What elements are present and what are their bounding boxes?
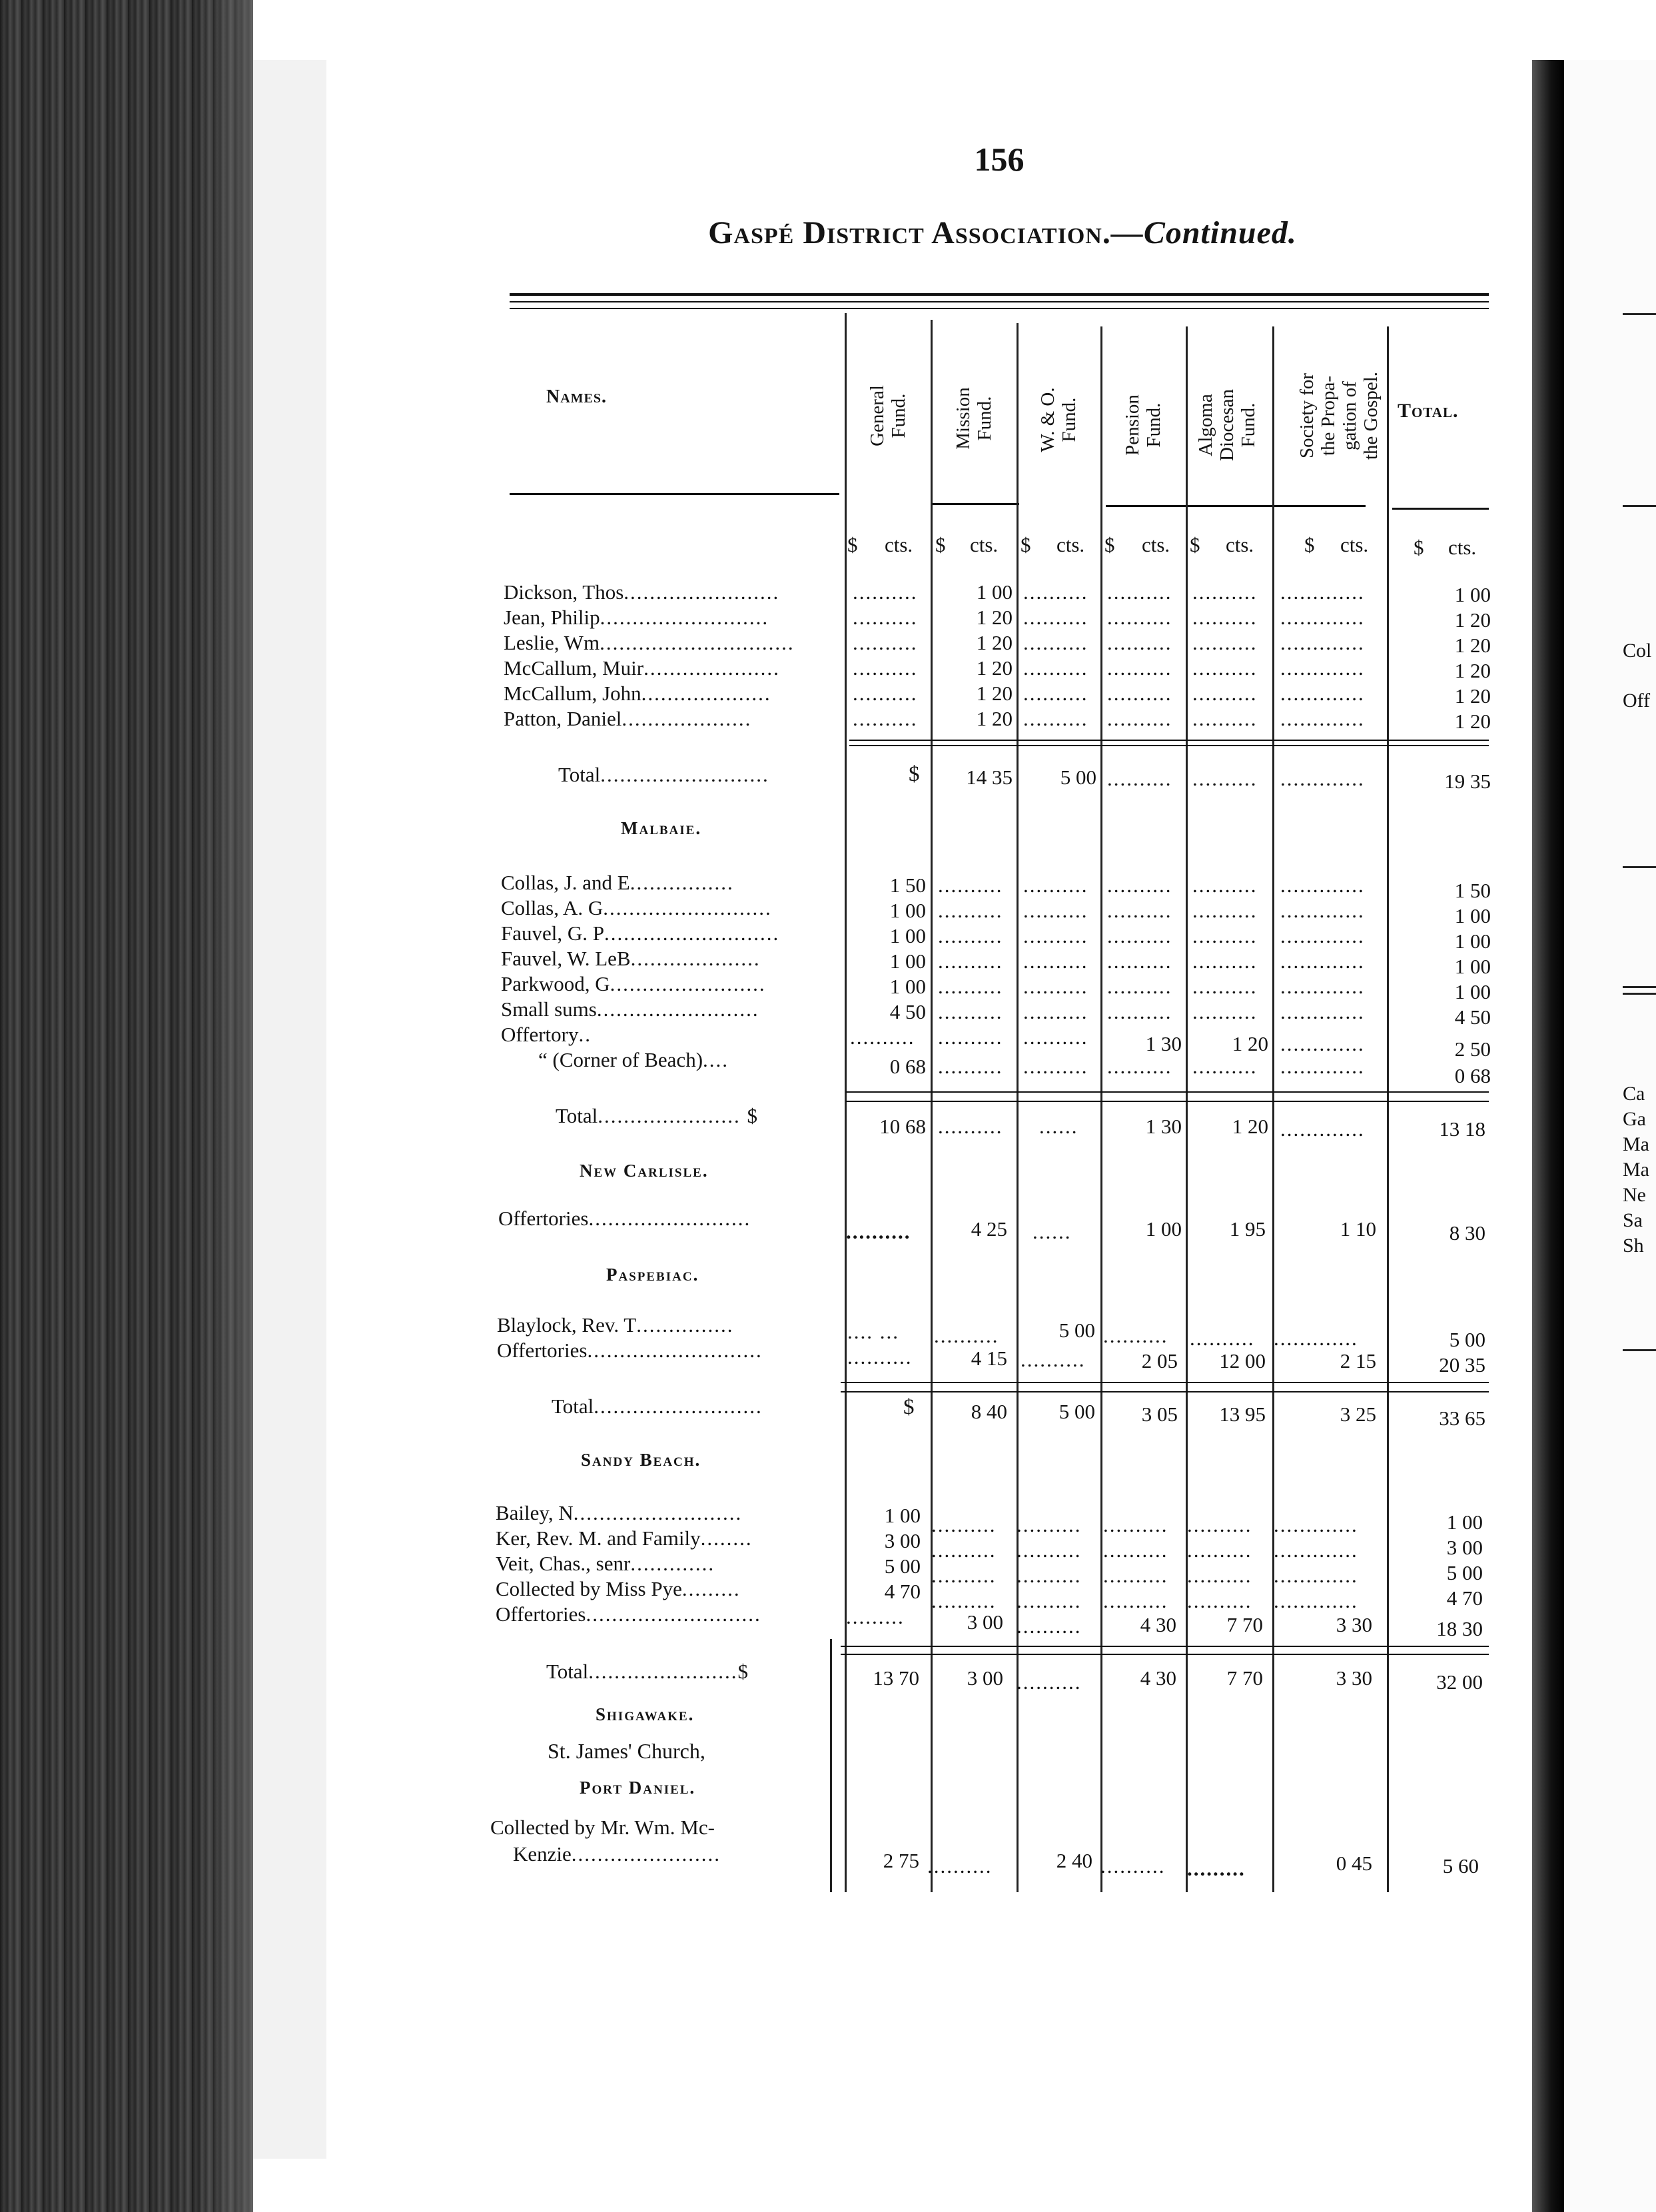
header-rule — [510, 493, 839, 495]
cell-total: 1 20 — [1454, 608, 1491, 632]
cell-total: 1 00 — [1454, 955, 1491, 978]
cell-general: 1 00 — [889, 949, 926, 973]
column-rule — [830, 1639, 832, 1892]
column-rule — [845, 313, 847, 1892]
cell-wo-total: 5 00 — [1060, 766, 1096, 789]
unit-cents: cts. — [885, 533, 913, 556]
cell-total: 5 00 — [1446, 1561, 1483, 1584]
column-rule — [1017, 323, 1019, 1892]
cell-total: 1 20 — [1454, 659, 1491, 682]
cell-mission-total: 14 35 — [966, 766, 1013, 789]
cell-mission: 1 20 — [976, 682, 1013, 705]
column-header-wo-fund: W. & O. Fund. — [1037, 387, 1080, 452]
cell-total: 5 00 — [1449, 1328, 1485, 1351]
row-name: McCallum, Muir..................... — [504, 656, 780, 680]
cell-general: 1 00 — [884, 1504, 921, 1527]
cell-mission: 1 20 — [976, 656, 1013, 680]
adjacent-text: Sh — [1623, 1235, 1644, 1257]
cell-wo: 5 00 — [1058, 1319, 1095, 1342]
header-rule — [933, 503, 1019, 505]
page-fold-shadow — [1532, 60, 1564, 2212]
total-row-label: Total.......................$ — [546, 1660, 749, 1683]
cell-algoma: 1 95 — [1229, 1217, 1266, 1241]
table-top-rule — [510, 308, 1489, 309]
header-rule — [1392, 508, 1489, 510]
page-gutter — [253, 60, 326, 2159]
row-name: “ (Corner of Beach).... — [538, 1048, 729, 1071]
cell-spg: 0 45 — [1336, 1852, 1372, 1875]
total-row-label: Total...................... $ — [556, 1104, 758, 1127]
row-name: Patton, Daniel.................... — [504, 707, 752, 730]
sum-rule — [841, 1654, 1489, 1655]
cell-algoma-total: 7 70 — [1226, 1666, 1263, 1690]
column-rule — [931, 320, 933, 1892]
unit-cents: cts. — [1056, 533, 1085, 556]
row-name: Jean, Philip.......................... — [504, 606, 769, 629]
cell-general: 4 70 — [884, 1580, 921, 1603]
row-name: McCallum, John.................... — [504, 682, 771, 705]
unit-cents: cts. — [1448, 536, 1477, 559]
row-name: Offertory.. — [501, 1023, 592, 1046]
adjacent-page-fragment — [1564, 60, 1656, 2212]
column-rule — [1100, 326, 1102, 1892]
cell-spg-total: 3 25 — [1340, 1402, 1376, 1426]
cell-algoma: 7 70 — [1226, 1613, 1263, 1636]
sum-rule — [849, 745, 1489, 746]
adjacent-text: Ne — [1623, 1184, 1646, 1206]
row-name: Collected by Miss Pye......... — [496, 1577, 741, 1600]
cell-algoma-total: 13 95 — [1219, 1402, 1266, 1426]
cell-mission: 1 20 — [976, 606, 1013, 629]
cell-mission: 4 25 — [971, 1217, 1007, 1241]
cell-spg: 2 15 — [1340, 1349, 1376, 1373]
row-name: Offertories........................... — [496, 1602, 761, 1626]
cell-grand-total: 32 00 — [1436, 1670, 1483, 1694]
row-name: Parkwood, G........................ — [501, 972, 766, 995]
adjacent-text: Ma — [1623, 1133, 1649, 1155]
page-title — [626, 215, 1379, 251]
cell-total: 1 00 — [1454, 583, 1491, 606]
cell-pension: 4 30 — [1140, 1613, 1176, 1636]
adjacent-text: Ma — [1623, 1159, 1649, 1181]
total-row-label: Total.......................... — [558, 763, 769, 786]
column-rule — [1272, 326, 1274, 1892]
cell-total: 8 30 — [1449, 1221, 1485, 1245]
cell-general: 1 00 — [889, 899, 926, 922]
column-header-names: Names. — [546, 386, 608, 407]
column-header-mission-fund: Mission Fund. — [953, 387, 995, 450]
cell-pension-total: 4 30 — [1140, 1666, 1176, 1690]
cell-total: 5 60 — [1442, 1854, 1479, 1878]
cell-algoma: 1 20 — [1232, 1032, 1268, 1055]
cell-general: 1 00 — [889, 924, 926, 947]
cell-algoma-total: 1 20 — [1232, 1115, 1268, 1138]
cell-general: 0 68 — [889, 1055, 926, 1078]
row-name: Leslie, Wm.............................. — [504, 631, 795, 654]
cell-general-total: 13 70 — [873, 1666, 919, 1690]
adjacent-text: Col — [1623, 640, 1652, 662]
sum-rule — [846, 1091, 1489, 1093]
table-top-rule — [510, 301, 1489, 302]
cell-mission-total: 8 40 — [971, 1400, 1007, 1423]
cell-grand-total: 33 65 — [1439, 1406, 1485, 1430]
cell-spg-total: 3 30 — [1336, 1666, 1372, 1690]
sum-rule — [846, 1101, 1489, 1102]
cell-total: 1 00 — [1454, 980, 1491, 1003]
cell-pension-total: 1 30 — [1145, 1115, 1182, 1138]
cell-general: 1 00 — [889, 975, 926, 998]
row-name: Offertories......................... — [498, 1207, 751, 1230]
title-main: Gaspé District Association. — [708, 215, 1111, 251]
unit-cents: cts. — [1340, 533, 1369, 556]
column-header-algoma-fund: Algoma Diocesan Fund. — [1195, 389, 1259, 461]
column-rule — [1186, 326, 1188, 1892]
cell-mission: 1 00 — [976, 580, 1013, 604]
cell-general: 3 00 — [884, 1529, 921, 1552]
section-heading-sandy-beach: Sandy Beach. — [581, 1450, 701, 1470]
column-header-pension-fund: Pension Fund. — [1122, 394, 1164, 456]
cell-general: 1 50 — [889, 873, 926, 897]
row-name: Bailey, N.......................... — [496, 1501, 743, 1524]
cell-pension: 2 05 — [1141, 1349, 1178, 1373]
row-name: Small sums......................... — [501, 997, 759, 1021]
cell-algoma: 12 00 — [1219, 1349, 1266, 1373]
cell-total: 1 50 — [1454, 879, 1491, 902]
cell-grand-total: 13 18 — [1439, 1117, 1485, 1141]
row-name: Collas, J. and E................ — [501, 871, 734, 894]
unit-dollar: $ — [1304, 533, 1315, 556]
cell-total: 1 00 — [1446, 1510, 1483, 1534]
header-rule — [1106, 505, 1366, 507]
section-heading-new-carlisle: New Carlisle. — [580, 1161, 709, 1181]
cell-total: 1 00 — [1454, 929, 1491, 953]
column-rule — [1387, 326, 1389, 1892]
cell-grand-total: 19 35 — [1444, 770, 1491, 793]
row-name: Ker, Rev. M. and Family........ — [496, 1526, 753, 1550]
page-number: 156 — [974, 141, 1025, 178]
column-header-general-fund: General Fund. — [867, 385, 909, 446]
column-header-total: Total. — [1398, 400, 1459, 422]
cell-general: 4 50 — [889, 1000, 926, 1023]
unit-cents: cts. — [970, 533, 999, 556]
section-heading-port-daniel: Port Daniel. — [580, 1778, 696, 1798]
cell-total: 20 35 — [1439, 1353, 1485, 1377]
column-header-spg: Society for the Propa- gation of the Gospel. — [1296, 371, 1382, 460]
title-suffix: —Continued. — [1110, 215, 1297, 251]
sum-rule — [841, 1391, 1489, 1392]
unit-dollar: $ — [935, 533, 946, 556]
cell-spg: 3 30 — [1336, 1613, 1372, 1636]
adjacent-text: Off — [1623, 690, 1651, 712]
section-heading-shigawake: Shigawake. — [596, 1704, 695, 1724]
cell-total: 1 00 — [1454, 904, 1491, 927]
section-heading-malbaie: Malbaie. — [621, 818, 702, 838]
cell-total: 18 30 — [1436, 1617, 1483, 1640]
adjacent-text: Sa — [1623, 1209, 1643, 1231]
adjacent-text: Ga — [1623, 1108, 1646, 1130]
cell-general: 2 75 — [883, 1849, 919, 1872]
unit-dollar: $ — [1190, 533, 1200, 556]
row-name: Kenzie....................... — [513, 1842, 721, 1866]
book-spine-edge — [0, 0, 253, 2212]
row-name: Fauvel, G. P........................... — [501, 921, 780, 945]
cell-general-total: 10 68 — [879, 1115, 926, 1138]
cell-wo: 2 40 — [1056, 1849, 1092, 1872]
cell-mission-total: 3 00 — [967, 1666, 1003, 1690]
row-name: Blaylock, Rev. T............... — [497, 1313, 734, 1337]
cell-pension: 1 00 — [1145, 1217, 1182, 1241]
church-name: St. James' Church, — [548, 1739, 705, 1763]
row-name: Fauvel, W. LeB.................... — [501, 947, 761, 970]
adjacent-text: Ca — [1623, 1083, 1645, 1105]
cell-mission: 3 00 — [967, 1610, 1003, 1634]
cell-spg: 1 10 — [1340, 1217, 1376, 1241]
cell-total: 4 50 — [1454, 1005, 1491, 1029]
sum-rule — [841, 1382, 1489, 1383]
cell-pension-total: 3 05 — [1141, 1402, 1178, 1426]
cell-total: 3 00 — [1446, 1536, 1483, 1559]
row-name: Offertories........................... — [497, 1339, 763, 1362]
total-dollar-sign: $ — [909, 762, 920, 786]
total-dollar-sign: $ — [903, 1395, 915, 1419]
cell-wo-total: 5 00 — [1058, 1400, 1095, 1423]
row-name: Collected by Mr. Wm. Mc- — [490, 1816, 715, 1839]
cell-total: 1 20 — [1454, 634, 1491, 657]
unit-dollar: $ — [847, 533, 858, 556]
unit-dollar: $ — [1414, 536, 1424, 559]
unit-dollar: $ — [1104, 533, 1115, 556]
cell-total: 1 20 — [1454, 710, 1491, 733]
sum-rule — [849, 740, 1489, 741]
row-name: Collas, A. G.......................... — [501, 896, 772, 919]
cell-pension: 1 30 — [1145, 1032, 1182, 1055]
unit-cents: cts. — [1226, 533, 1254, 556]
total-row-label: Total.......................... — [552, 1394, 763, 1418]
cell-total: 0 68 — [1454, 1064, 1491, 1087]
cell-general: 5 00 — [884, 1554, 921, 1578]
row-name: Veit, Chas., senr............. — [496, 1552, 715, 1575]
table-top-rule — [510, 293, 1489, 296]
cell-total: 1 20 — [1454, 684, 1491, 708]
sum-rule — [841, 1646, 1489, 1647]
cell-mission: 1 20 — [976, 707, 1013, 730]
unit-dollar: $ — [1021, 533, 1031, 556]
unit-cents: cts. — [1142, 533, 1170, 556]
cell-mission: 1 20 — [976, 631, 1013, 654]
cell-mission: 4 15 — [971, 1347, 1007, 1370]
cell-total: 4 70 — [1446, 1586, 1483, 1610]
row-name: Dickson, Thos........................ — [504, 580, 780, 604]
section-heading-paspebiac: Paspebiac. — [606, 1265, 699, 1285]
cell-total: 2 50 — [1454, 1037, 1491, 1061]
